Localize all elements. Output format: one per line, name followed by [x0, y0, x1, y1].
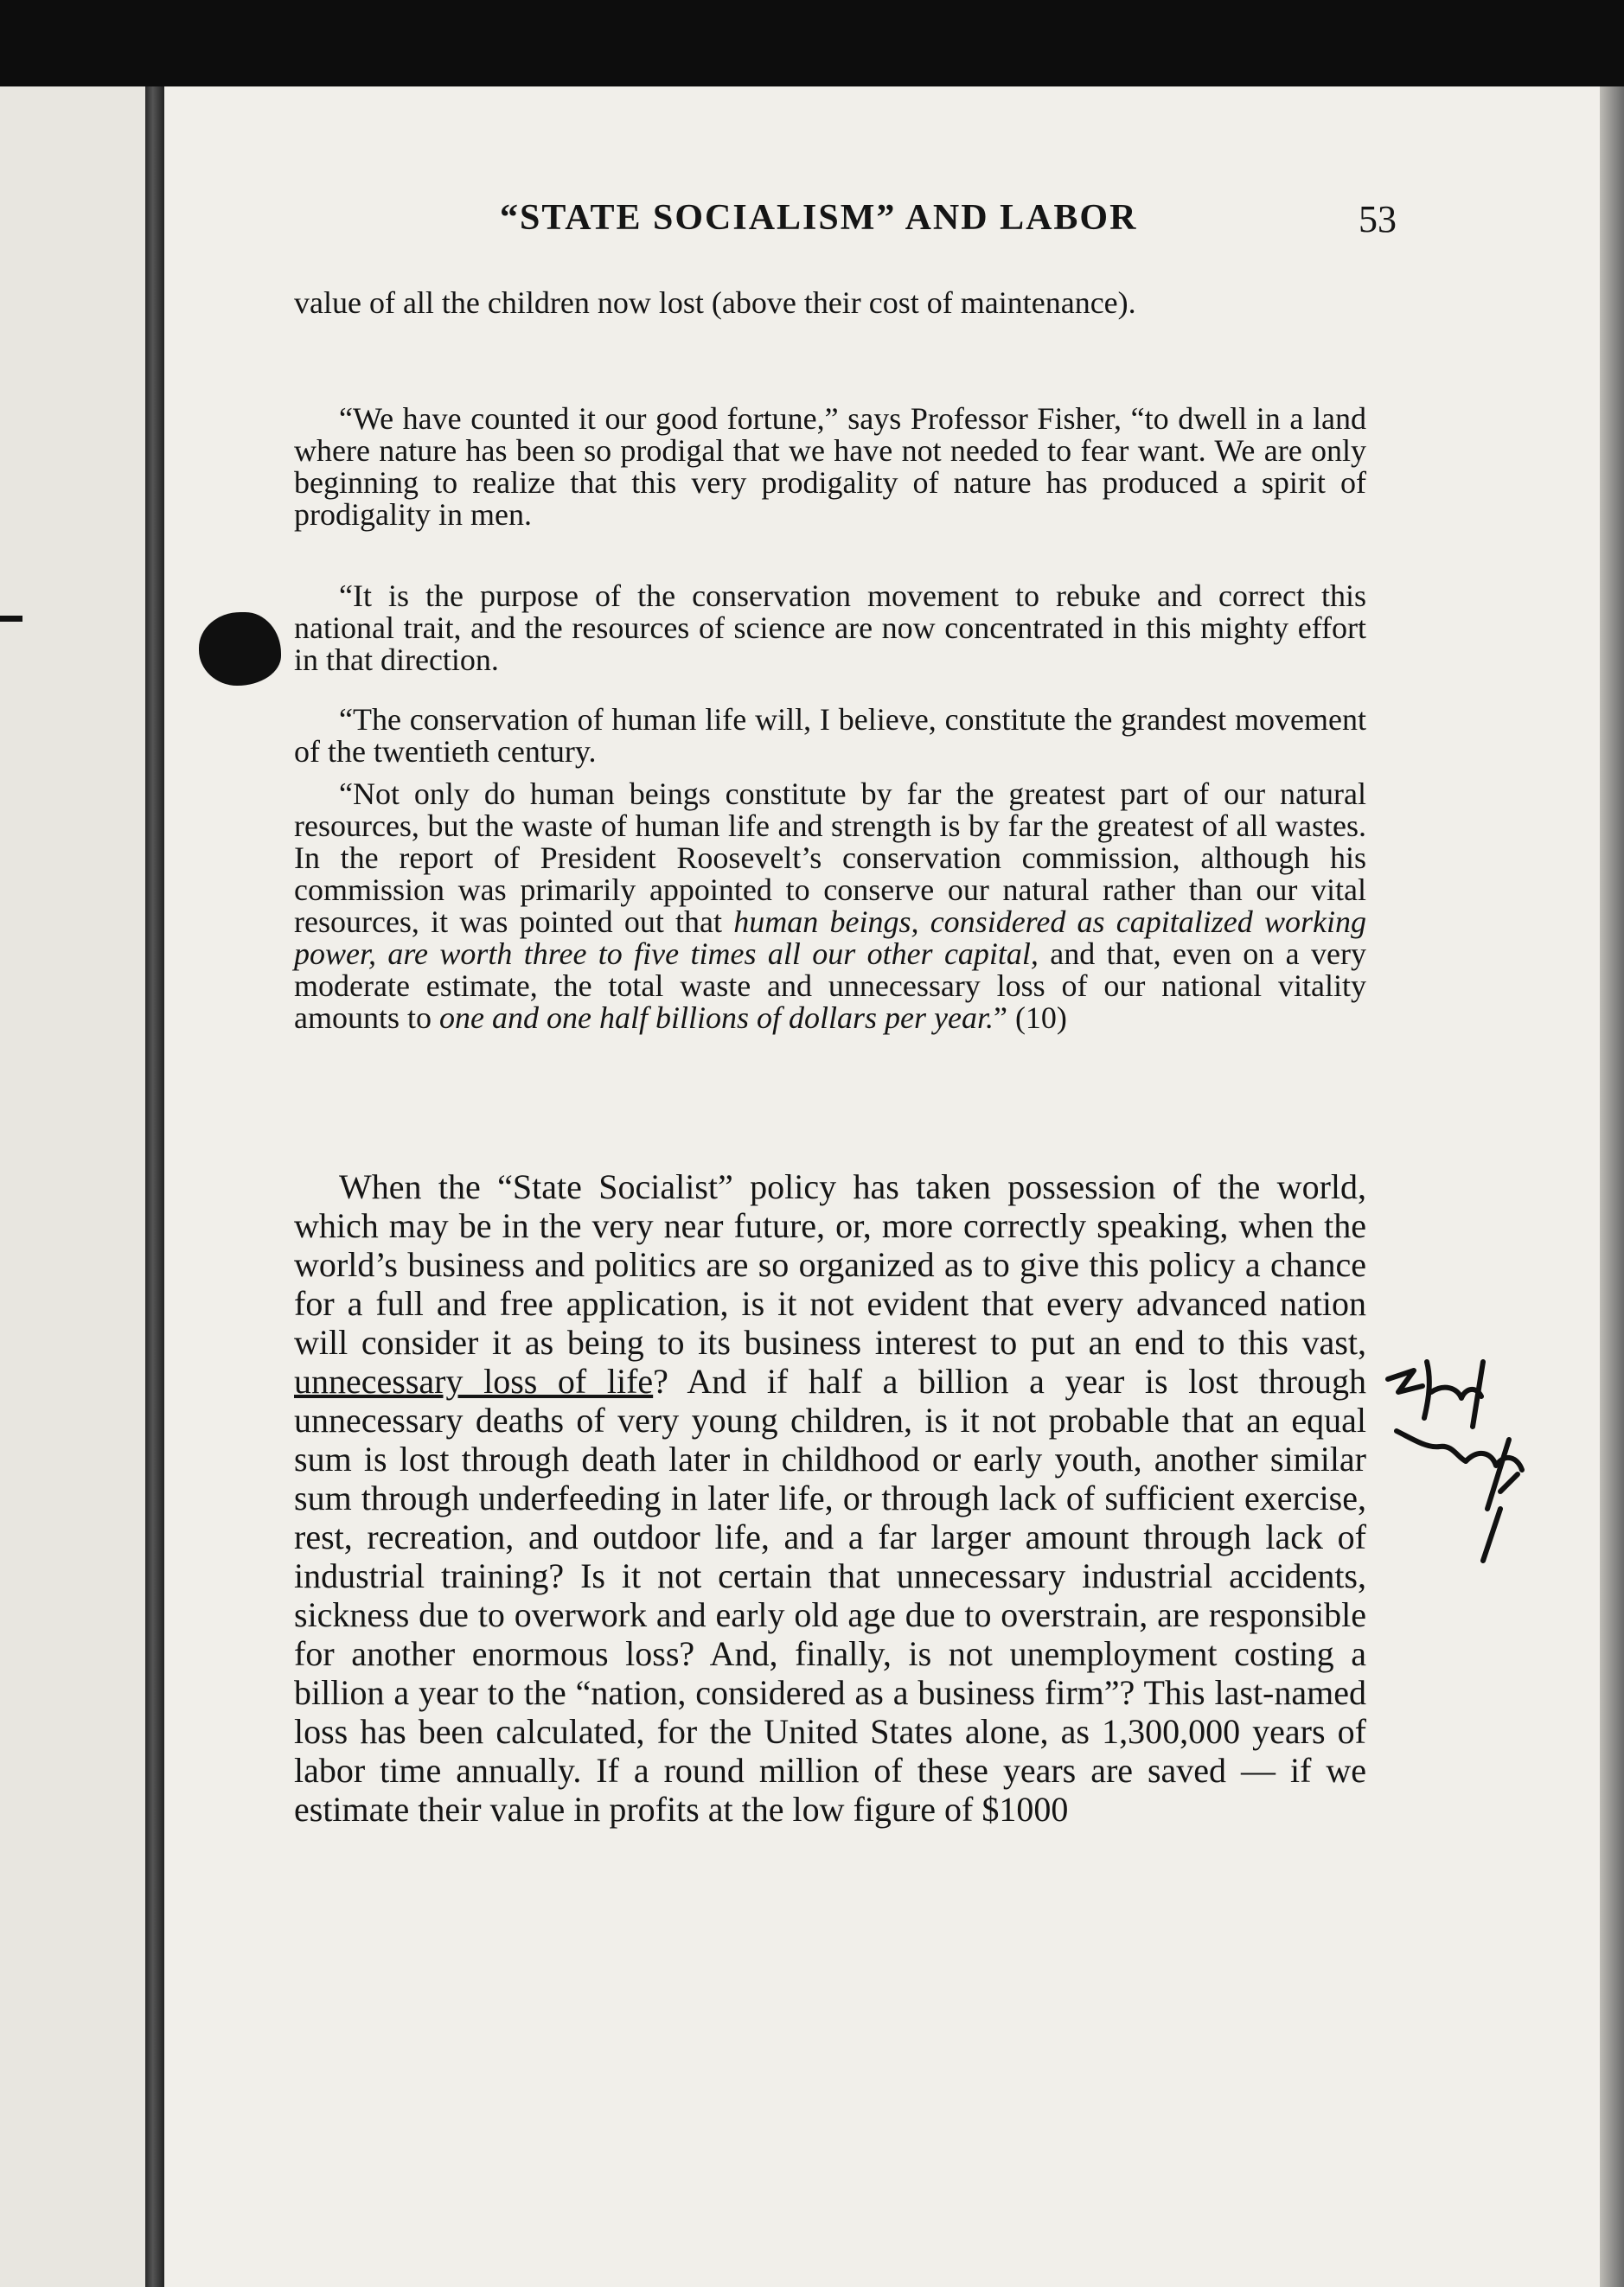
- facing-page-edge: [0, 86, 156, 2287]
- text-span: ” (10): [993, 1000, 1067, 1035]
- paragraph-continuation: value of all the children now lost (above their cost of maintenance).: [294, 285, 1136, 320]
- text-span: When the “State Socialist” policy has taken possession of the world, which may be in the very near future, or, more correctly speaking, when the world’s business and politics are so organized as to give this policy a chance for a full and free application, is it not evident that every advanced nation will consider it as being to its business interest to put an end to this vast,: [294, 1167, 1366, 1362]
- ink-blot-mark: [199, 612, 281, 686]
- italic-emphasis: human beings, considered as capitalized working power, are worth three to five times all our other capital,: [294, 904, 1366, 971]
- page-number: 53: [1359, 198, 1397, 240]
- underlined-phrase: unnecessary loss of life: [294, 1362, 654, 1401]
- handwritten-margin-note: [1379, 1345, 1531, 1595]
- italic-emphasis: one and one half billions of dollars per year.: [439, 1000, 994, 1035]
- margin-tick-mark: [0, 616, 22, 622]
- quote-paragraph-human-life: “The conservation of human life will, I believe, constitute the grandest movement of the twentieth century.: [294, 702, 1366, 769]
- text-span: “Not only do human beings constitute by far the greatest part of our natural resources, but the waste of human life and strength is by far the greatest of all wastes. In the report of President Roosevelt’s conservation commission, although his commission was primarily appointed to conserve our natural rather than our vital resources, it was pointed out that: [294, 776, 1366, 939]
- text-span: ? And if half a billion a year is lost through unnecessary deaths of very young children, is it not probable that an equal sum is lost through death later in childhood or early youth, another similar sum through underfeeding in later life, or through lack of sufficient exercise, rest, recreation, and outdoor life, and a far larger amount through lack of industrial training? Is it not certain that unnecessary industrial accidents, sickness due to overwork and early old age due to overstrain, are responsible for another enormous loss? And, finally, is not unemployment costing a billion a year to the “nation, considered as a business firm”? This last-named loss has been calculated, for the United States alone, as 1,300,000 years of labor time annually. If a round million of these years are saved — if we estimate their value in profits at the low figure of $1000: [294, 1362, 1367, 1829]
- scan-top-border: [0, 0, 1624, 86]
- quote-paragraph-fisher: “We have counted it our good fortune,” says Professor Fisher, “to dwell in a land where nature has been so prodigal that we have not needed to fear want. We are only beginning to realize that this very prodigality of nature has produced a spirit of prodigality in men.: [294, 401, 1366, 532]
- book-binding-gutter: [145, 86, 164, 2287]
- text-span: and that, even on a very moderate estimate, the total waste and unnecessary loss of our national vitality amounts to: [294, 936, 1366, 1035]
- body-paragraph-state-socialist: [294, 1167, 1366, 1829]
- page-right-edge-shadow: [1600, 86, 1624, 2287]
- quote-paragraph-conservation: “It is the purpose of the conservation movement to rebuke and correct this national trait, and the resources of science are now concentrated in this mighty effort in that direction.: [294, 578, 1366, 677]
- running-head: “STATE SOCIALISM” AND LABOR: [500, 198, 1138, 238]
- quote-paragraph-resources: [294, 778, 1366, 1034]
